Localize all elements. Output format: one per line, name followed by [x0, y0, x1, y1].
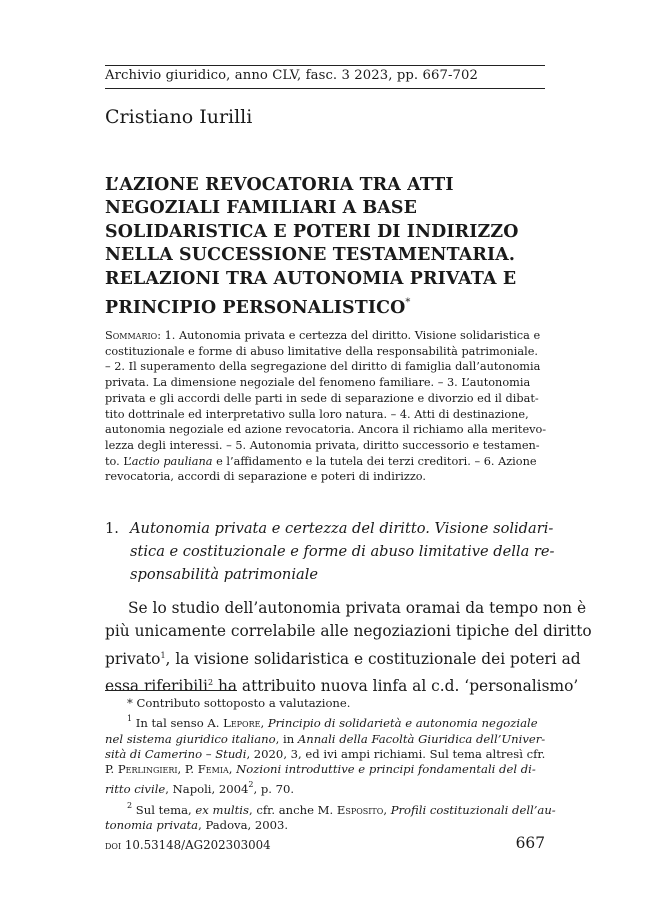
- author-name: Cristiano Iurilli: [105, 106, 253, 128]
- summary-text: tito dottrinale ed interpretativo sulla loro natura. – 4. Atti di destinazione,: [105, 407, 529, 421]
- body-text: privato: [105, 649, 161, 668]
- summary-text: autonomia negoziale ed azione revocatoria. Ancora il richiamo alla meritevo-: [105, 423, 547, 437]
- footnote-star: * Contributo sottoposto a valutazione.: [127, 696, 351, 710]
- body-text: ha attribuito nuova linfa al c.d. ‘personalismo’: [213, 677, 579, 696]
- header-top-rule: [105, 65, 545, 66]
- summary-text: e l’affidamento e la tutela dei terzi creditori. – 6. Azione: [212, 454, 537, 468]
- section-heading-line: Autonomia privata e certezza del diritto. Visione solidari-: [130, 520, 554, 537]
- footnote-italic: Annali della Facoltà Giuridica dell’Univer-: [297, 731, 546, 746]
- summary-text: lezza degli interessi. – 5. Autonomia privata, diritto successorio e testamen-: [105, 438, 540, 452]
- article-title: [105, 174, 550, 320]
- title-line: PRINCIPIO PERSONALISTICO: [105, 298, 406, 319]
- footnote-author: Femia: [197, 762, 229, 777]
- footnote-italic: tonomia privata: [105, 818, 199, 833]
- footnote-italic: nel sistema giuridico italiano: [105, 731, 276, 746]
- body-paragraph: [105, 597, 592, 699]
- doi-label: doi: [105, 838, 122, 852]
- section-heading-line: stica e costituzionale e forme di abuso limitative della re-: [130, 543, 555, 560]
- journal-header: Archivio giuridico, anno CLV, fasc. 3 2023, pp. 667-702: [105, 68, 479, 83]
- header-bottom-rule: [105, 88, 545, 89]
- summary: [105, 328, 547, 485]
- footnote-italic: ritto civile: [105, 782, 166, 797]
- doi-value: 10.53148/AG202303004: [124, 838, 271, 852]
- footnote-author: Esposito: [336, 802, 384, 817]
- footnote-italic: Principio di solidarietà e autonomia negoziale: [267, 716, 538, 731]
- summary-text: privata. La dimensione negoziale del fenomeno familiare. – 3. L’autonomia: [105, 376, 531, 390]
- body-text: essa riferibili: [105, 677, 208, 696]
- footnote-mark-1: 1: [127, 714, 133, 724]
- footnote-text: ,: [260, 716, 268, 731]
- footnote-mark-2: 2: [127, 800, 133, 810]
- footnote-text: P.: [105, 762, 118, 777]
- section-heading-line: sponsabilità patrimoniale: [130, 566, 319, 583]
- footnote-italic: Profili costituzionali dell’au-: [390, 802, 556, 817]
- body-line: più unicamente correlabile alle negoziazioni tipiche del diritto: [105, 622, 592, 641]
- footnote-text: , 2020, 3, ed ivi ampi richiami. Sul tema altresì cfr.: [246, 746, 546, 761]
- summary-text: – 2. Il superamento della segregazione del diritto di famiglia dall’autonomia: [105, 360, 541, 374]
- footnote-text: ,: [228, 762, 237, 777]
- footnote-text: In tal senso A.: [132, 716, 224, 731]
- footnote-italic: ex multis: [195, 802, 249, 817]
- footnote-author: Lepore: [223, 716, 261, 731]
- summary-text: privata e gli accordi delle parti in sede di separazione e divorzio ed il dibat-: [105, 391, 539, 405]
- section-heading: [105, 517, 555, 586]
- footnote-text: , cfr. anche M.: [248, 802, 337, 817]
- section-number: 1.: [105, 520, 119, 537]
- footnote-text: , Padova, 2003.: [198, 818, 289, 833]
- summary-text: 1. Autonomia privata e certezza del diritto. Visione solidaristica e: [164, 329, 541, 342]
- summary-text: to. L’: [105, 454, 132, 468]
- footnote-text: Sul tema,: [132, 802, 196, 817]
- title-line: L’AZIONE REVOCATORIA TRA ATTI: [105, 175, 454, 195]
- page-number: 667: [515, 834, 545, 852]
- footnote-italic: sità di Camerino – Studi: [105, 746, 247, 761]
- footnote-edition-mark: 2: [248, 780, 254, 790]
- title-line: RELAZIONI TRA AUTONOMIA PRIVATA E: [105, 268, 517, 289]
- summary-italic: actio pauliana: [131, 454, 213, 468]
- footnote-text: , p. 70.: [253, 782, 295, 797]
- footnote-text: , in: [275, 731, 298, 746]
- summary-label: Sommario:: [105, 329, 162, 342]
- title-line: SOLIDARISTICA E POTERI DI INDIRIZZO: [105, 221, 519, 242]
- footnote-ref-2: 2: [207, 678, 214, 688]
- footnote-text: , P.: [177, 762, 198, 777]
- title-line: NELLA SUCCESSIONE TESTAMENTARIA.: [105, 245, 516, 266]
- footnote-text: , Napoli, 2004: [165, 782, 249, 797]
- footnotes: [105, 696, 556, 833]
- doi: [105, 838, 271, 852]
- title-line: NEGOZIALI FAMILIARI A BASE: [105, 198, 418, 219]
- body-text: , la visione solidaristica e costituzionale dei poteri ad: [165, 649, 581, 668]
- footnote-ref-1: 1: [160, 650, 166, 660]
- footnote-text: ,: [383, 802, 391, 817]
- footnote-rule: [105, 690, 237, 691]
- body-line: Se lo studio dell’autonomia privata oramai da tempo non è: [128, 599, 587, 617]
- footnote-author: Perlingieri: [117, 762, 178, 777]
- title-footnote-mark: *: [405, 297, 411, 309]
- footnote-italic: Nozioni introduttive e principi fondamentali del di-: [236, 762, 536, 777]
- summary-text: costituzionale e forme di abuso limitative della responsabilità patrimoniale.: [105, 344, 538, 358]
- summary-text: revocatoria, accordi di separazione e poteri di indirizzo.: [105, 470, 426, 484]
